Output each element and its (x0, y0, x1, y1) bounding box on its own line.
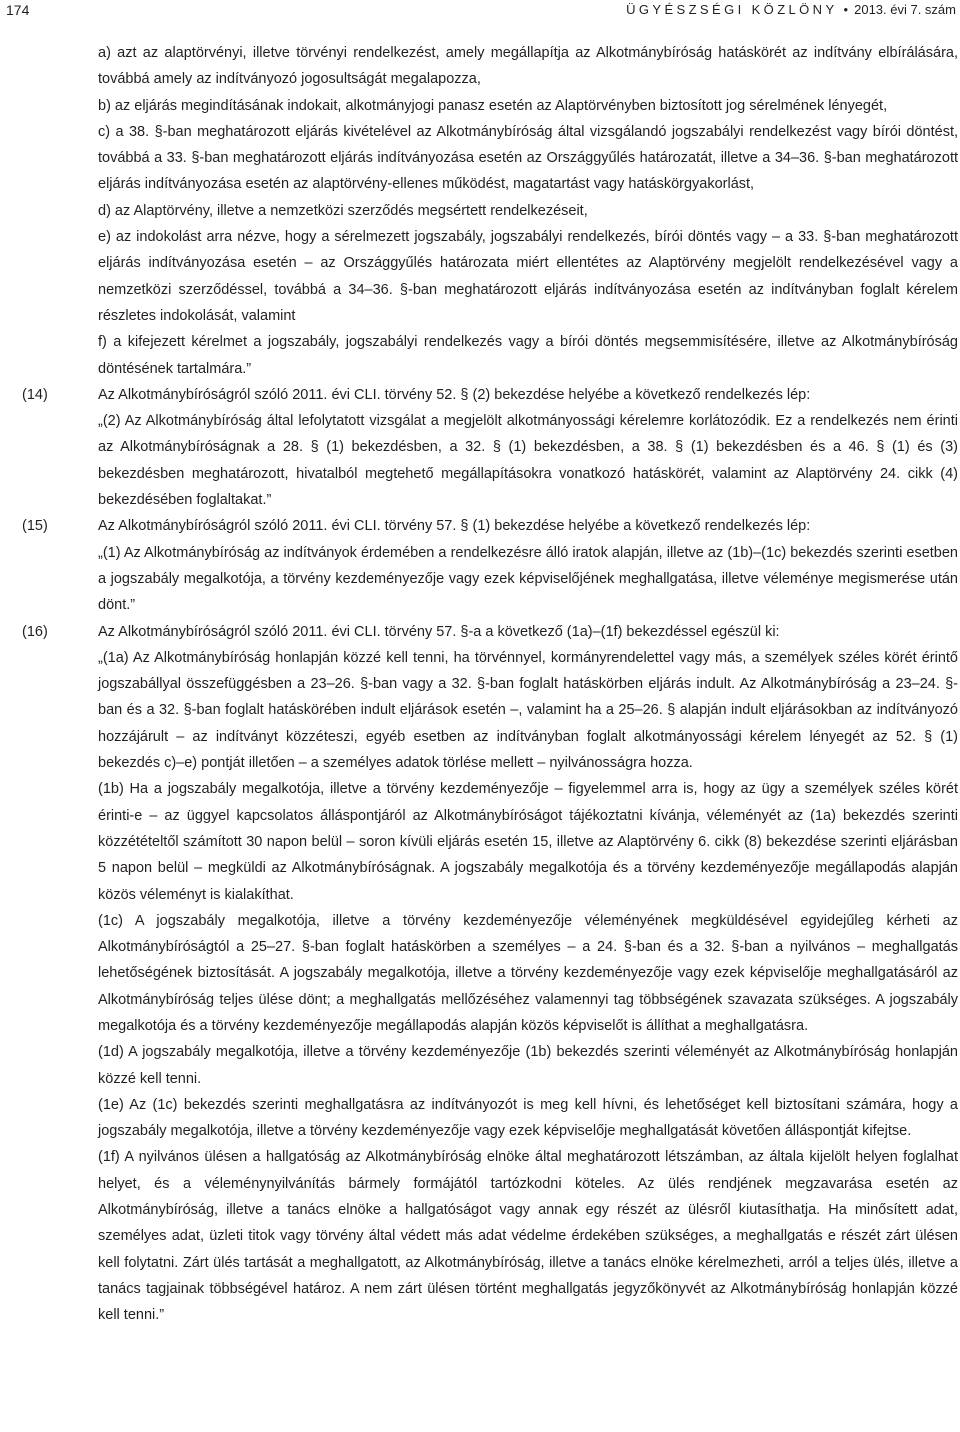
header-bullet: • (843, 2, 849, 17)
amendment-intro: Az Alkotmánybíróságról szóló 2011. évi CLI. törvény 52. § (2) bekezdése helyébe a következő rendelkezés lép: (98, 386, 811, 403)
page-header (0, 0, 960, 24)
amendment-text-1c: (1c) A jogszabály megalkotója, illetve a törvény kezdeményezője véleményének megküldésével egyidejűleg kérheti az Alkotmánybíróságtól a 25–27. §-ban foglalt hatáskörben a személyes – a 24. §-ban és a 32. §-ban a nyilvános – meghallgatás lehetőségének biztosítását. A jogszabály megalkotója, illetve a törvény kezdeményezője vagy ezek képviselője meghallgatásáról az Alkotmánybíróság teljes ülése dönt; a meghallgatás mellőzéséhez valamennyi tag többségének szavazata szükséges. A jogszabály megalkotója és a törvény kezdeményezője megállapodás alapján közös képviselőt is állíthat a meghallgatásra. (98, 912, 958, 1034)
page-number: 174 (6, 2, 30, 18)
paragraph-c: c) a 38. §-ban meghatározott eljárás kivételével az Alkotmánybíróság által vizsgálandó jogszabályi rendelkezést vagy bírói döntést, továbbá a 33. §-ban meghatározott eljárás indítványozása esetén az Országgyűlés határozatát, illetve a 34–36. §-ban meghatározott eljárás indítványozása esetén az alaptörvény-ellenes működést, magatartást vagy hatáskörgyakorlást, (98, 123, 958, 193)
amendment-intro: Az Alkotmánybíróságról szóló 2011. évi CLI. törvény 57. §-a a következő (1a)–(1f) bekezdéssel egészül ki: (98, 623, 780, 640)
amendment-16 (22, 619, 958, 1329)
publication-title: ÜGYÉSZSÉGI KÖZLÖNY (626, 2, 838, 17)
paragraph-f: f) a kifejezett kérelmet a jogszabály, jogszabályi rendelkezés vagy a bírói döntés megsemmisítésére, illetve az Alkotmánybíróság döntésének tartalmára.” (98, 334, 958, 377)
amendment-number: (16) (22, 623, 48, 640)
paragraph-b: b) az eljárás megindításának indokait, alkotmányjogi panasz esetén az Alaptörvényben biztosított jog sérelmének lényegét, (98, 97, 888, 114)
document-body (22, 40, 958, 1329)
amendment-text-1e: (1e) Az (1c) bekezdés szerinti meghallgatásra az indítványozót is meg kell hívni, és lehetőséget kell biztosítani számára, hogy a jogszabály megalkotója, illetve a törvény kezdeményezője vagy ezek képviselője meghallgatását követően álláspontját kifejtse. (98, 1096, 958, 1140)
paragraph-d: d) az Alaptörvény, illetve a nemzetközi szerződés megsértett rendelkezéseit, (98, 202, 588, 219)
amendment-14 (22, 382, 958, 513)
amendment-number: (15) (22, 518, 48, 535)
paragraph-e: e) az indokolást arra nézve, hogy a sérelmezett jogszabály, jogszabályi rendelkezés, bírói döntés vagy – a 33. §-ban meghatározott eljárás indítványozása esetén – az Országgyűlés határozata miért ellentétes az Alaptörvény megjelölt rendelkezésével vagy a nemzetközi szerződéssel, továbbá a 34–36. §-ban meghatározott eljárás indítványozása esetén az indítványban foglalt kérelem részletes indokolását, valamint (98, 229, 958, 324)
running-header (626, 2, 956, 17)
amendment-text: „(2) Az Alkotmánybíróság által lefolytatott vizsgálat a megjelölt alkotmányossági kérelemre korlátozódik. Ez a rendelkezés nem érinti az Alkotmánybíróságnak a 28. § (1) bekezdésben, a 32. § (1) bekezdésben, a 38. § (1) bekezdésben és a 46. § (1) és (3) bekezdésben meghatározott, hivatalból megtehető megállapításokra vonatkozó hatáskörét, valamint az Alaptörvény 24. cikk (4) bekezdésében foglaltakat.” (98, 413, 958, 509)
amendment-text-1f: (1f) A nyilvános ülésen a hallgatóság az Alkotmánybíróság elnöke által meghatározott létszámban, az általa kijelölt helyen foglalhat helyet, és a véleménynyilvánítás bármely formájától tartózkodni köteles. Az ülés rendjének megzavarása esetén az Alkotmánybíróság, illetve a tanács elnöke a hallgatóságot vagy annak egy részét az ülésről kiutasíthatja. Ha minősített adat, személyes adat, üzleti titok vagy törvény által védett más adat védelme érdekében szükséges, a meghallgatás e részét zárt ülésen kell folytatni. Zárt ülés tartását a meghallgatott, az Alkotmánybíróság, illetve a tanács elnöke kérelmezheti, arról a teljes ülés, illetve a tanács tagjainak többségével határoz. A nem zárt ülésen történt meghallgatás jegyzőkönyvét az Alkotmánybíróság honlapján közzé kell tenni.” (98, 1149, 958, 1324)
amendment-number: (14) (22, 386, 48, 403)
amendment-text-1a: „(1a) Az Alkotmánybíróság honlapján közzé kell tenni, ha törvénnyel, kormányrendelettel vagy más, a személyek széles körét érintő jogszabállyal összefüggésben a 23–26. §-ban vagy a 32. §-ban foglalt hatáskörben eljárás indult. Az Alkotmánybíróság a 23–24. §-ban és a 32. §-ban foglalt hatáskörében indult eljárások esetén –, valamint ha a 25–26. § alapján indult eljárásokban az indítványozó hozzájárult – az indítványt közzéteszi, egyéb esetben az indítványban foglalt alkotmányossági kérelem lényegét az 52. § (1) bekezdés c)–e) pontját illetően – a személyes adatok törlése mellett – nyilvánosságra hozza. (98, 649, 958, 772)
paragraph-a: a) azt az alaptörvényi, illetve törvényi rendelkezést, amely megállapítja az Alkotmánybíróság hatáskörét az indítvány elbírálására, továbbá amely az indítványozó jogosultságát megalapozza, (98, 45, 958, 88)
issue-label: 2013. évi 7. szám (854, 2, 956, 17)
amendment-15 (22, 513, 958, 618)
amendment-text-1b: (1b) Ha a jogszabály megalkotója, illetve a törvény kezdeményezője – figyelemmel arra is, hogy az ügy a személyek széles körét érinti-e – az üggyel kapcsolatos álláspontjáról az Alkotmánybíróságot tájékoztatni kívánja, véleményét az (1a) bekezdés szerinti közzétételtől számított 30 napon belül – soron kívüli eljárás esetén 15, illetve az Alaptörvény 6. cikk (8) bekezdése szerinti eljárásban 5 napon belül – megküldi az Alkotmánybíróságnak. A jogszabály megalkotója és a törvény kezdeményezője megállapodás alapján közös véleményt is kialakíthat. (98, 781, 958, 903)
amendment-text: „(1) Az Alkotmánybíróság az indítványok érdemében a rendelkezésre álló iratok alapján, illetve az (1b)–(1c) bekezdés szerinti esetben a jogszabály megalkotója, a törvény kezdeményezője vagy ezek képviselőjének meghallgatása, illetve véleménye megismerése után dönt.” (98, 544, 958, 614)
amendment-text-1d: (1d) A jogszabály megalkotója, illetve a törvény kezdeményezője (1b) bekezdés szerinti véleményét az Alkotmánybíróság honlapján közzé kell tenni. (98, 1044, 958, 1087)
amendment-intro: Az Alkotmánybíróságról szóló 2011. évi CLI. törvény 57. § (1) bekezdése helyébe a következő rendelkezés lép: (98, 518, 811, 535)
